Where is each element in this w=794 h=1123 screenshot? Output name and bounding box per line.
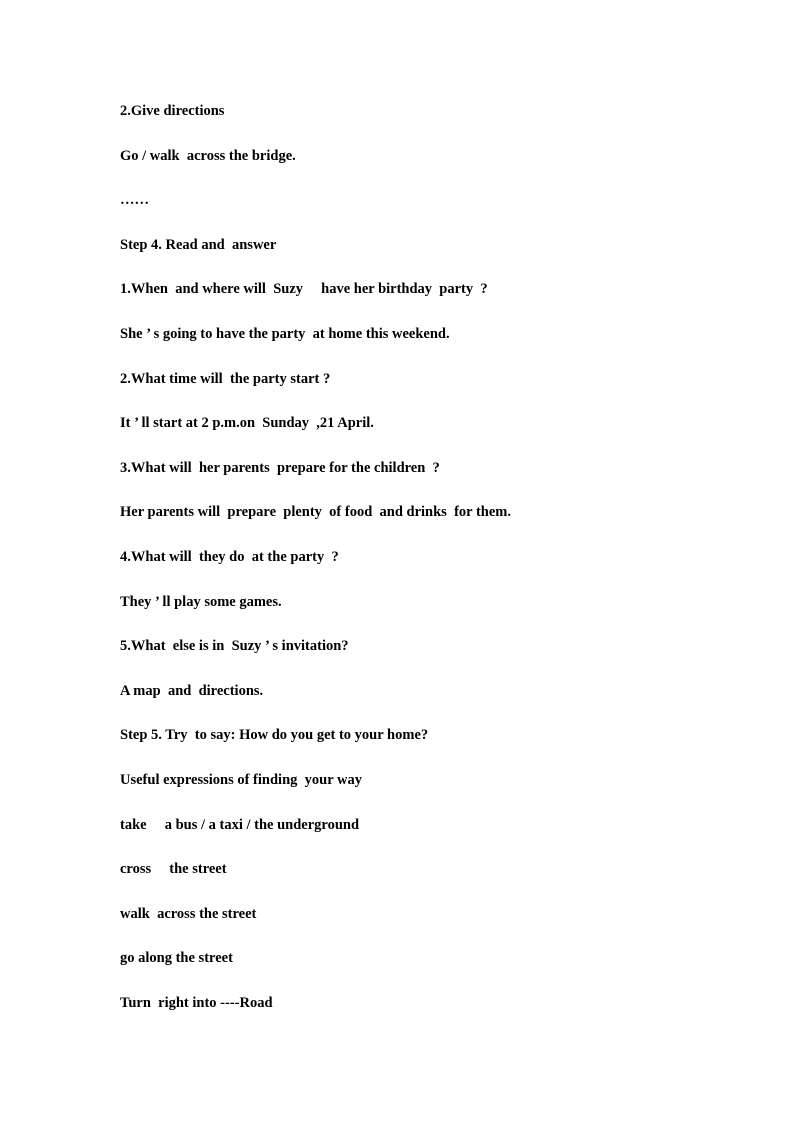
question-2: 2.What time will the party start ? [120, 370, 331, 387]
direction-example: Go / walk across the bridge. [120, 147, 296, 164]
answer-4: They ’ ll play some games. [120, 593, 282, 610]
expression-go-along: go along the street [120, 950, 233, 967]
expression-cross: cross the street [120, 861, 227, 878]
expression-turn-right: Turn right into ----Road [120, 994, 273, 1011]
question-5: 5.What else is in Suzy ’ s invitation? [120, 638, 349, 655]
heading-step-5: Step 5. Try to say: How do you get to your home? [120, 727, 429, 744]
useful-expressions-heading: Useful expressions of finding your way [120, 771, 362, 788]
document-body [120, 100, 760, 1036]
ellipsis: …… [120, 192, 149, 209]
question-3: 3.What will her parents prepare for the children ? [120, 459, 440, 476]
question-4: 4.What will they do at the party ? [120, 548, 339, 565]
question-1: 1.When and where will Suzy have her birthday party ? [120, 281, 488, 298]
answer-3: Her parents will prepare plenty of food and drinks for them. [120, 504, 511, 521]
heading-step-4: Step 4. Read and answer [120, 236, 277, 253]
answer-1: She ’ s going to have the party at home this weekend. [120, 325, 450, 342]
heading-give-directions: 2.Give directions [120, 103, 225, 119]
answer-5: A map and directions. [120, 682, 264, 699]
expression-walk-across: walk across the street [120, 905, 257, 922]
expression-take: take a bus / a taxi / the underground [120, 816, 360, 833]
answer-2: It ’ ll start at 2 p.m.on Sunday ,21 April. [120, 415, 374, 432]
